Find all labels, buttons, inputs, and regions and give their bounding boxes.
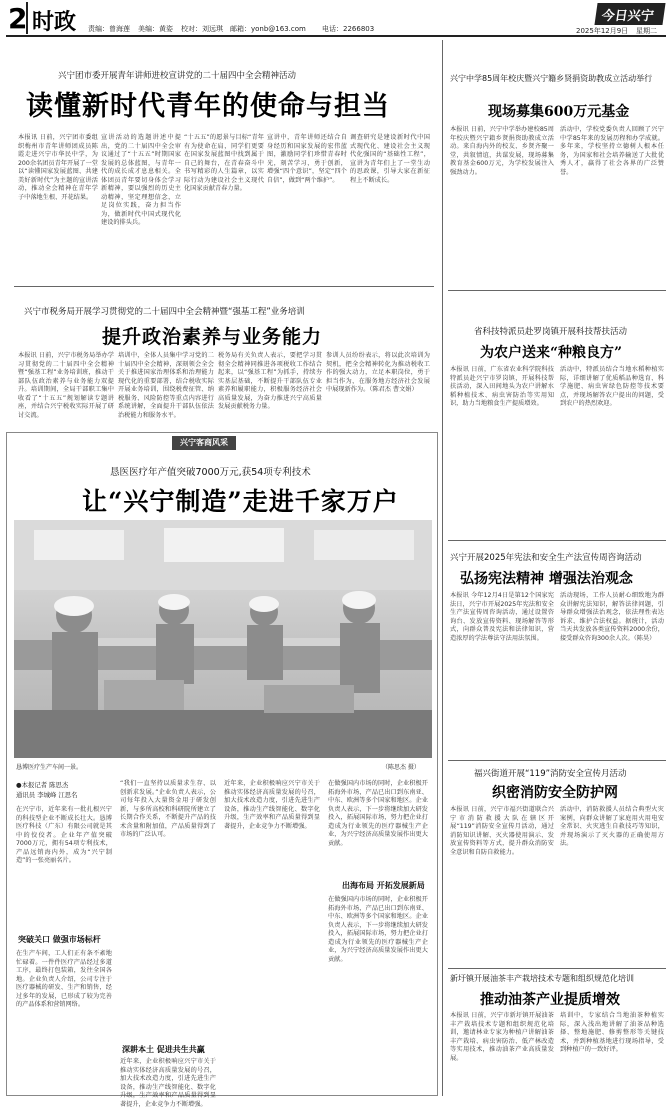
news-4-col-1: 本报讯 日前，兴宁市福兴街道联合兴宁市消防救援大队在辖区开展“119”消防安全宣传月活动，通过消防知识讲解、灭火器使用演示、发放宣传资料等方式，提升群众消防安全意识和自防自救能力。 <box>450 806 554 856</box>
news-3-headline: 弘扬宪法精神 增强法治观念 <box>460 571 633 587</box>
article-1-col-5: 调查研究是建设新时代中国式现代化、建设社会主义现代化强国的“基础性工程”，宣讲为青年们上了一堂生动的思政课，引导大家在新征程上不断成长。 <box>350 134 430 184</box>
news-2-kicker: 省科技特派员赴罗岗镇开展科技帮扶活动 <box>474 327 628 337</box>
news-2-col-1: 本报讯 日前，广东省农业科学院科技特派员赴兴宁市罗岗镇，开展科技帮扶活动，深入田间地头为农户讲解水稻种植技术、病虫害防治等实用知识，助力当地粮食生产提质增效。 <box>450 366 554 407</box>
proof-credit: 校对：刘远琪 <box>181 25 223 33</box>
news-1-headline: 现场募集600万元基金 <box>488 104 630 120</box>
feature-kicker: 恳医医疗年产值突破7000万元,获54项专利技术 <box>110 467 311 478</box>
news-4-rule <box>448 968 666 969</box>
feature-subhead-1: 突破关口 做强市场标杆 <box>18 935 101 944</box>
issue-weekday: 星期二 <box>636 27 657 35</box>
news-2-headline: 为农户送来“种粮良方” <box>480 345 623 361</box>
feature-col-3: 近年来，企业积极响应兴宁市关于推动实体经济高质量发展的号召，加大技术改造力度，引进先进生产设备，推动生产线智能化、数字化升级，生产效率和产品质量得到显著提升，企业竞争力不断增强。 <box>224 780 320 830</box>
feature-col-1: 在兴宁市，近年来有一批扎根兴宁的科技型企业不断成长壮大。恳博医疗科技（广东）有限公司就是其中的佼佼者。企业年产值突破7000万元，拥有54项专利技术，产品远销海内外，成为“兴宁制造”的一张亮丽名片。 <box>16 806 112 864</box>
article-2-col-1: 本报讯 日前，兴宁市税务局举办学习贯彻党的二十届四中全会精神暨“强基工程”业务培训班，推动干部队伍政治素养与业务能力双提升。培训期间，全局干部职工集中收看了“十五五”规划解读专题讲座，并结合兴宁税收实际开展了研讨交流。 <box>18 352 114 419</box>
feature-col-4b: 在做强国内市场的同时，企业积极开拓海外市场，产品已出口到东南亚、中东、欧洲等多个国家和地区。企业负责人表示，下一步将继续加大研发投入，拓展国际市场，努力把企业打造成为行业领先的医疗器械生产企业，为兴宁经济高质量发展作出更大贡献。 <box>328 896 428 963</box>
article-2-kicker: 兴宁市税务局开展学习贯彻党的二十届四中全会精神暨“强基工程”业务培训 <box>24 307 305 317</box>
feature-col-1b: 在生产车间，工人们正有条不紊地忙碌着。一件件医疗产品经过多道工序，最终打包装箱，发往全国各地。企业负责人介绍，公司专注于医疗器械的研发、生产和销售，经过多年的发展，已形成了较为完善的产品体系和营销网络。 <box>16 950 112 1008</box>
feature-col-2: “我们一直坚持以质量求生存、以创新求发展。”企业负责人表示，公司每年投入大量资金用于研发创新，与多所高校和科研院所建立了长期合作关系，不断提升产品的技术含量和附加值，产品质量得到了市场的广泛认可。 <box>120 780 216 838</box>
feature-byline-2: 通讯员 李城峰 江思名 <box>16 791 78 799</box>
article-2-headline: 提升政治素养与业务能力 <box>102 326 323 348</box>
news-4-kicker: 福兴街道开展“119”消防安全宣传月活动 <box>474 769 627 779</box>
news-3-col-1: 本报讯 今年12月4日是第12个国家宪法日，兴宁市开展2025年宪法和安全生产法宣传周咨询活动，通过设置咨询台、发放宣传资料、现场解答等形式，向群众普及宪法和法律知识，营造浓厚的学法尊法守法用法氛围。 <box>450 592 554 642</box>
phone-credit: 电话：2266803 <box>322 25 375 33</box>
page-number: 2 <box>8 2 28 35</box>
editor-credit: 责编：曾海莲 <box>88 25 130 33</box>
feature-subhead-3: 出海布局 开拓发展新局 <box>342 881 425 890</box>
feature-byline-1: ●本报记者 陈思杰 <box>16 781 69 789</box>
page-number-box <box>6 2 28 34</box>
news-2-rule <box>448 540 666 541</box>
article-1-col-2: 宣讲活动的选题讲述中提出，党的二十届四中全会审议通过了“十五五”时期国家发展的总体蓝图，与青年一代的成长成才息息相关。全体团员青年要切身体会学习新精神，要以强烈的历史主动精神，坚定理想信念，立足岗位实践，奋力担当作为，做新时代中国式现代化建设的排头兵。 <box>101 134 181 226</box>
article-1-col-1: 本报讯 日前，兴宁团市委组织梅州市青年讲师团成员陈霞走进兴宁市华民中学，为200余名团员青年开展了一堂以“读懂国家发展蓝图、共建美好新时代”为主题的宣讲活动，推动全会精神在青年学子中落地生根、开花结果。 <box>18 134 98 201</box>
feature-subhead-2: 深耕本土 促进共生共赢 <box>122 1045 205 1054</box>
news-5-col-2: 培训中，专家结合当地油茶种植实际，深入浅出地讲解了油茶品种选择、整地施肥、修剪整形等关键技术，并到种植基地进行现场指导，受到种植户的一致好评。 <box>560 1012 664 1053</box>
article-2-col-2: 培训中，全体人员集中学习党的二十届四中全会精神，深刻领会全会关于推进国家治理体系和治理能力现代化的重要部署，结合税收实际开展业务培训，围绕税费征管、纳税服务、风险防控等重点内容进行系统讲解，全面提升干部队伍依法治税能力和服务水平。 <box>118 352 214 419</box>
factory-photo <box>14 520 432 758</box>
article-1-col-4: 宣讲中，青年讲师还结合自身经历和国家发展的宏伟蓝图，激励同学们珍惜青春时光，刻苦学习，勇于创新，增强“四个意识”，坚定“四个自信”，做到“两个维护”。 <box>267 134 347 184</box>
news-5-col-1: 本报讯 日前，兴宁市新圩镇开展油茶丰产栽培技术专题和组织规范化培训，邀请林业专家为种植户讲解油茶丰产栽培、病虫害防治、低产林改造等实用技术，推动油茶产业高质量发展。 <box>450 1012 554 1062</box>
news-4-headline: 织密消防安全防护网 <box>492 785 618 801</box>
news-2-col-2: 活动中，特派员结合当地水稻种植实际，详细讲解了优质稻品种选育、科学施肥、病虫害绿色防控等技术要点，并现场解答农户提出的问题，受到农户的热烈欢迎。 <box>560 366 664 407</box>
article-1-col-3: “十五五”的愿景与目标“青年有为使命在肩，同学们更要在国家发展蓝图中找到属于自己的舞台，在青春奋斗中书写精彩的人生篇章，以实际行动为建设社会主义现代化国家贡献青春力量。 <box>184 134 264 192</box>
right-column-divider <box>442 40 443 1096</box>
article-2-col-4: 参训人员纷纷表示，将以此次培训为契机，把全会精神转化为推动税收工作的强大动力，立足本职岗位，勇于担当作为，在服务地方经济社会发展中展现新作为。（陈君杰 曹文娟） <box>326 352 430 393</box>
news-3-rule <box>448 760 666 761</box>
feature-headline: 让“兴宁制造”走进千家万户 <box>82 487 399 516</box>
article-1-kicker: 兴宁团市委开展青年讲师进校宣讲党的二十届四中全会精神活动 <box>58 71 297 81</box>
feature-col-2b: 近年来，企业积极响应兴宁市关于推动实体经济高质量发展的号召，加大技术改造力度，引进先进生产设备，推动生产线智能化、数字化升级，生产效率和产品质量得到显著提升，企业竞争力不断增强。 <box>120 1058 216 1108</box>
article-1-headline: 读懂新时代青年的使命与担当 <box>26 91 390 122</box>
news-1-kicker: 兴宁中学85周年校庆暨兴宁籍乡贤捐资助教成立活动举行 <box>450 74 653 83</box>
factory-photo-illustration <box>14 520 432 758</box>
news-3-col-2: 活动现场，工作人员耐心细致地为群众讲解宪法知识，解答法律问题，引导群众增强法治观念，依法理性表达诉求、维护合法权益。据统计，活动当天共发放各类宣传资料2000余份，接受群众咨询300余人次。（陈昊） <box>560 592 664 642</box>
news-4-col-2: 活动中，消防救援人员结合典型火灾案例，向群众讲解了家庭用火用电安全常识、火灾逃生自救技巧等知识，并现场演示了灭火器的正确使用方法。 <box>560 806 664 847</box>
news-5-kicker: 新圩镇开展油茶丰产栽培技术专题和组织规范化培训 <box>450 974 634 983</box>
news-3-kicker: 兴宁开展2025年宪法和安全生产法宣传周咨询活动 <box>450 553 642 563</box>
article-1-bottom-rule <box>14 286 434 287</box>
logo-text: 今日兴宁 <box>600 9 655 24</box>
article-2-col-3: 税务局有关负责人表示，要把学习贯彻全会精神同推进各项税收工作结合起来，以“强基工程”为抓手，持续夯实基层基础，不断提升干部队伍专业素养和履职能力，积极服务经济社会高质量发展，为奋力推进兴宁高质量发展贡献税务力量。 <box>218 352 322 410</box>
layout-credit: 美编：黄姿 <box>138 25 173 33</box>
news-1-col-1: 本报讯 日前，兴宁中学举办建校85周年校庆暨兴宁籍乡贤捐资助教成立活动。来自海内外的校友、乡贤齐聚一堂，共叙情谊，共谋发展，现场募集教育基金600万元，为学校发展注入强劲动力。 <box>450 126 554 176</box>
news-1-col-2: 活动中，学校党委负责人回顾了兴宁中学85年来的发展历程和办学成就。多年来，学校坚持立德树人根本任务，为国家和社会培养输送了大批优秀人才，赢得了社会各界的广泛赞誉。 <box>560 126 664 176</box>
photo-caption: 恳博医疗生产车间一景。 <box>16 764 83 771</box>
feature-col-4a: 在做强国内市场的同时，企业积极开拓海外市场，产品已出口到东南亚、中东、欧洲等多个国家和地区。企业负责人表示，下一步将继续加大研发投入，拓展国际市场，努力把企业打造成为行业领先的医疗器械生产企业，为兴宁经济高质量发展作出更大贡献。 <box>328 780 428 847</box>
news-1-rule <box>448 290 666 291</box>
feature-section-tag: 兴宁客商风采 <box>172 436 236 450</box>
photo-credit: （陈思杰 摄） <box>382 764 420 771</box>
issue-date: 2025年12月9日 <box>576 27 629 35</box>
newspaper-logo <box>594 3 665 25</box>
section-title: 时政 <box>32 9 77 35</box>
email-credit: 邮箱：yonb@163.com <box>230 25 306 33</box>
news-5-headline: 推动油茶产业提质增效 <box>480 992 620 1008</box>
masthead-rule <box>6 35 666 37</box>
